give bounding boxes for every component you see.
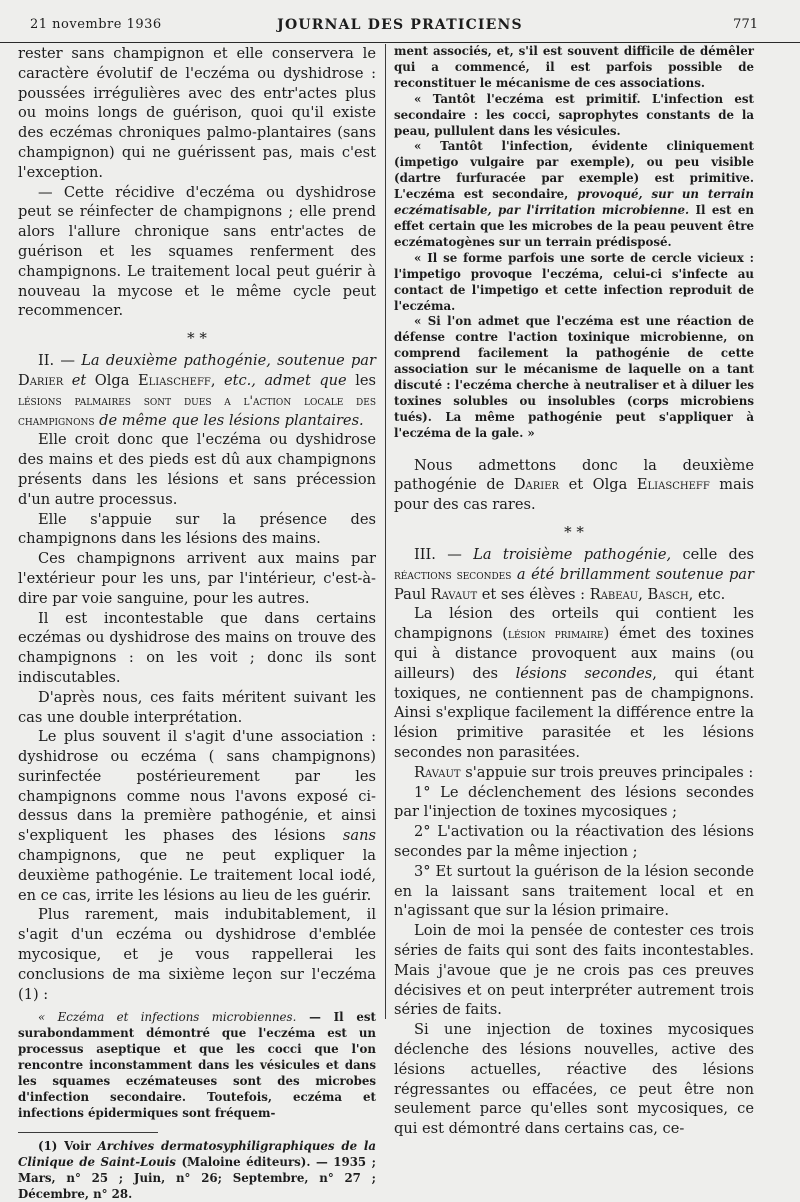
list-item: 1° Le déclenchement des lésions secondes par l'injection de toxines mycosiques ; [394, 783, 754, 821]
text: La lésion des orteils qui contient les champignons ( [394, 605, 754, 643]
heading-text: La troisième pathogénie, [473, 546, 672, 564]
author-name: Darier [18, 371, 64, 389]
text: et Olga [559, 476, 637, 494]
section-number: II. [38, 352, 55, 370]
quote-text: — Il est surabondamment démontré que l'eczéma est un processus aseptique et que les cocci que l'on rencontre inconstamment dans les vésicules et dans les squames eczémateuses sont des microbes d'infection secondaire. Toutefois, eczéma et infections épidermiques sont fréquem- [18, 1010, 376, 1120]
footnote [18, 1139, 376, 1202]
citation-title: Archives dermatosyphiligraphiques de la Clinique de Saint-Louis [18, 1138, 376, 1169]
paragraph: Elle croit donc que l'eczéma ou dyshidrose des mains et des pieds est dû aux champignons présents dans les lésions et sans précession d'un autre processus. [18, 431, 376, 508]
section-separator [394, 523, 754, 542]
emphasis: sans [342, 827, 376, 845]
list-item: 2° L'activation ou la réactivation des lésions secondes par la même injection ; [394, 823, 754, 860]
quoted-paragraph: « Si l'on admet que l'eczéma est une réaction de défense contre l'action toxinique microbienne, on comprend facilement la pathogénie de cette association sur le mécanisme de laquelle on a tant discuté : l'eczéma cherche à neutraliser et à diluer les toxines solubles ou insolubles (corps microbiens tués). La même pathogénie peut s'appliquer à l'eczéma de la gale. » [394, 314, 754, 440]
text: , qui étant toxiques, ne contiennent pas de champignons. Ainsi s'explique facilement la différence entre la lésion primitive parasitée et les lésions secondes non parasitées. [394, 664, 754, 762]
caps-term: lésion primaire [507, 626, 604, 642]
quoted-paragraph: ment associés, et, s'il est souvent difficile de démêler qui a commencé, il est parfois possible de reconstituer le mécanisme de ces associations. [394, 44, 754, 90]
journal-title: JOURNAL DES PRATICIENS [277, 17, 523, 33]
heading-text: a été brillamment soutenue par [511, 565, 754, 583]
paragraph: Loin de moi la pensée de contester ces trois séries de faits qui sont des faits incontestables. Mais j'avoue que je ne crois pas ces preuves décisives et on peut interpréter autrement trois séries de faits. [394, 922, 754, 1019]
paragraph: Si une injection de toxines mycosiques déclenche des lésions nouvelles, active des lésions actuelles, réactive des lésions régressantes ou effacées, ce peut être non seulement parce qu'elles sont mycosiques, ce qui est démontré dans certains cas, ce- [394, 1021, 754, 1138]
quoted-paragraph [18, 1010, 376, 1121]
author-name: Eliascheff [636, 476, 710, 494]
quoted-paragraph [394, 139, 754, 250]
emphasis: lésions secondes [515, 664, 653, 682]
paragraph [394, 456, 754, 515]
heading-text: La deuxième pathogénie, soutenue par [81, 352, 376, 370]
paragraph: Il est incontestable que dans certains eczémas ou dyshidrose des mains on trouve des champignons : on les voit ; donc ils sont indiscutables. [18, 609, 376, 686]
quote-title: « Eczéma et infections microbiennes. [38, 1010, 297, 1025]
section-separator [18, 329, 376, 348]
text: mais pour des cas rares. [394, 476, 755, 514]
page-header [0, 0, 800, 43]
author-name: Ravaut [430, 585, 478, 603]
text: s'appuie sur trois preuves principales : [460, 763, 754, 781]
heading-text: , etc. [688, 585, 726, 603]
heading-text: et [63, 371, 95, 389]
left-column [18, 44, 376, 1202]
heading-text: celle des [671, 546, 755, 564]
text: champignons, que ne peut expliquer la deuxième pathogénie. Le traitement local iodé, en ce cas, irrite les lésions au lieu de les guérir. [18, 847, 376, 904]
heading-caps: réactions secondes [394, 566, 512, 582]
paragraph: Ces champignons arrivent aux mains par l'extérieur pour les uns, par l'intérieur, c'est-à-dire par voie sanguine, pour les autres. [18, 550, 376, 607]
author-name: Darier [513, 476, 560, 494]
text: (1) Voir [38, 1138, 98, 1153]
heading-caps: lésions palmaires sont dues a l'action locale des champignons [18, 392, 376, 428]
author-name: Rabeau [589, 585, 639, 603]
text: « Tantôt l'infection, évidente cliniquement (impetigo vulgaire par exemple), ou peu visible (dartre furfuracée par exemple) est primitive. L'eczéma est secondaire, [394, 139, 754, 202]
paragraph: Elle s'appuie sur la présence des champignons dans les lésions des mains. [18, 510, 376, 548]
section-heading-ii [18, 351, 376, 430]
page-number: 771 [733, 17, 758, 32]
list-item: 3° Et surtout la guérison de la lésion seconde en la laissant sans traitement local et en n'agissant que sur la lésion primaire. [394, 862, 754, 920]
paragraph [394, 763, 754, 783]
heading-text: , [638, 585, 648, 603]
header-date: 21 novembre 1936 [30, 17, 162, 32]
right-column [394, 44, 754, 1139]
text: Il est en effet certain que les microbes de la peau peuvent être eczématogènes sur un terrain prédisposé. [394, 203, 754, 249]
separator-stars: * * [187, 329, 207, 348]
paragraph [394, 604, 754, 762]
paragraph: — Cette récidive d'eczéma ou dyshidrose peut se réinfecter de champignons ; elle prend alors l'allure chronique sans entr'actes de guérison et les squames renferment des champignons. Le traitement local peut guérir à nouveau la mycose et le même cycle peut recommencer. [18, 183, 376, 320]
paragraph [18, 727, 376, 905]
paragraph: D'après nous, ces faits méritent suivant les cas une double interprétation. [18, 688, 376, 726]
heading-text: de même que les lésions plantaires. [94, 411, 364, 429]
section-number: III. [414, 546, 436, 564]
heading-dash: — [435, 546, 474, 564]
separator-stars: * * [564, 523, 584, 542]
heading-text: les [346, 371, 377, 389]
paragraph: rester sans champignon et elle conservera le caractère évolutif de l'eczéma ou dyshidrose : poussées irrégulières avec des entr'actes plus ou moins longs de guérison, quoi qu'il existe des eczémas chroniques palmo-plantaires (sans champignon) qui ne guérissent pas, mais c'est l'exception. [18, 45, 376, 181]
text: (Maloine éditeurs). — 1935 ; Mars, n° 25 ; Juin, n° 26; Septembre, n° 27 ; Décembre, n° 28. [18, 1154, 377, 1201]
heading-text: etc., admet que [215, 371, 347, 389]
heading-dash: — [54, 352, 82, 370]
quoted-paragraph: « Il se forme parfois une sorte de cercle vicieux : l'impetigo provoque l'eczéma, celui-ci s'infecte au contact de l'impetigo et cette infection reproduit de l'eczéma. [394, 250, 754, 313]
paragraph: Plus rarement, mais indubitablement, il s'agit d'un eczéma ou dyshidrose d'emblée mycosique, et je vous rappellerai les conclusions de ma sixième leçon sur l'eczéma (1) : [18, 906, 376, 1003]
text: Nous admettons donc la deuxième pathogénie de [394, 456, 754, 494]
emphasis: provoqué, sur un terrain eczématisable, par l'irritation microbienne. [394, 187, 754, 218]
author-name: Ravaut [414, 763, 461, 781]
heading-text: Paul [394, 585, 431, 603]
author-name: Basch [647, 585, 689, 603]
text: Le plus souvent il s'agit d'une association : dyshidrose ou eczéma ( sans champignons) surinfectée postérieurement par les champignons comme nous l'avons exposé ci-dessus dans la première pathogénie, et ainsi s'expliquent les phases des lésions [18, 728, 376, 845]
author-name: Olga [94, 371, 130, 389]
footnote-rule [18, 1132, 158, 1133]
quoted-paragraph: « Tantôt l'eczéma est primitif. L'infection est secondaire : les cocci, saprophytes constants de la peau, pullulent dans les vésicules. [394, 91, 754, 138]
column-divider [385, 44, 386, 1019]
section-heading-iii [394, 545, 754, 604]
author-name: Eliascheff, [137, 371, 216, 389]
text: ) émet des toxines qui à distance provoquent aux mains (ou ailleurs) des [394, 625, 754, 682]
heading-text: et ses élèves : [477, 585, 590, 603]
